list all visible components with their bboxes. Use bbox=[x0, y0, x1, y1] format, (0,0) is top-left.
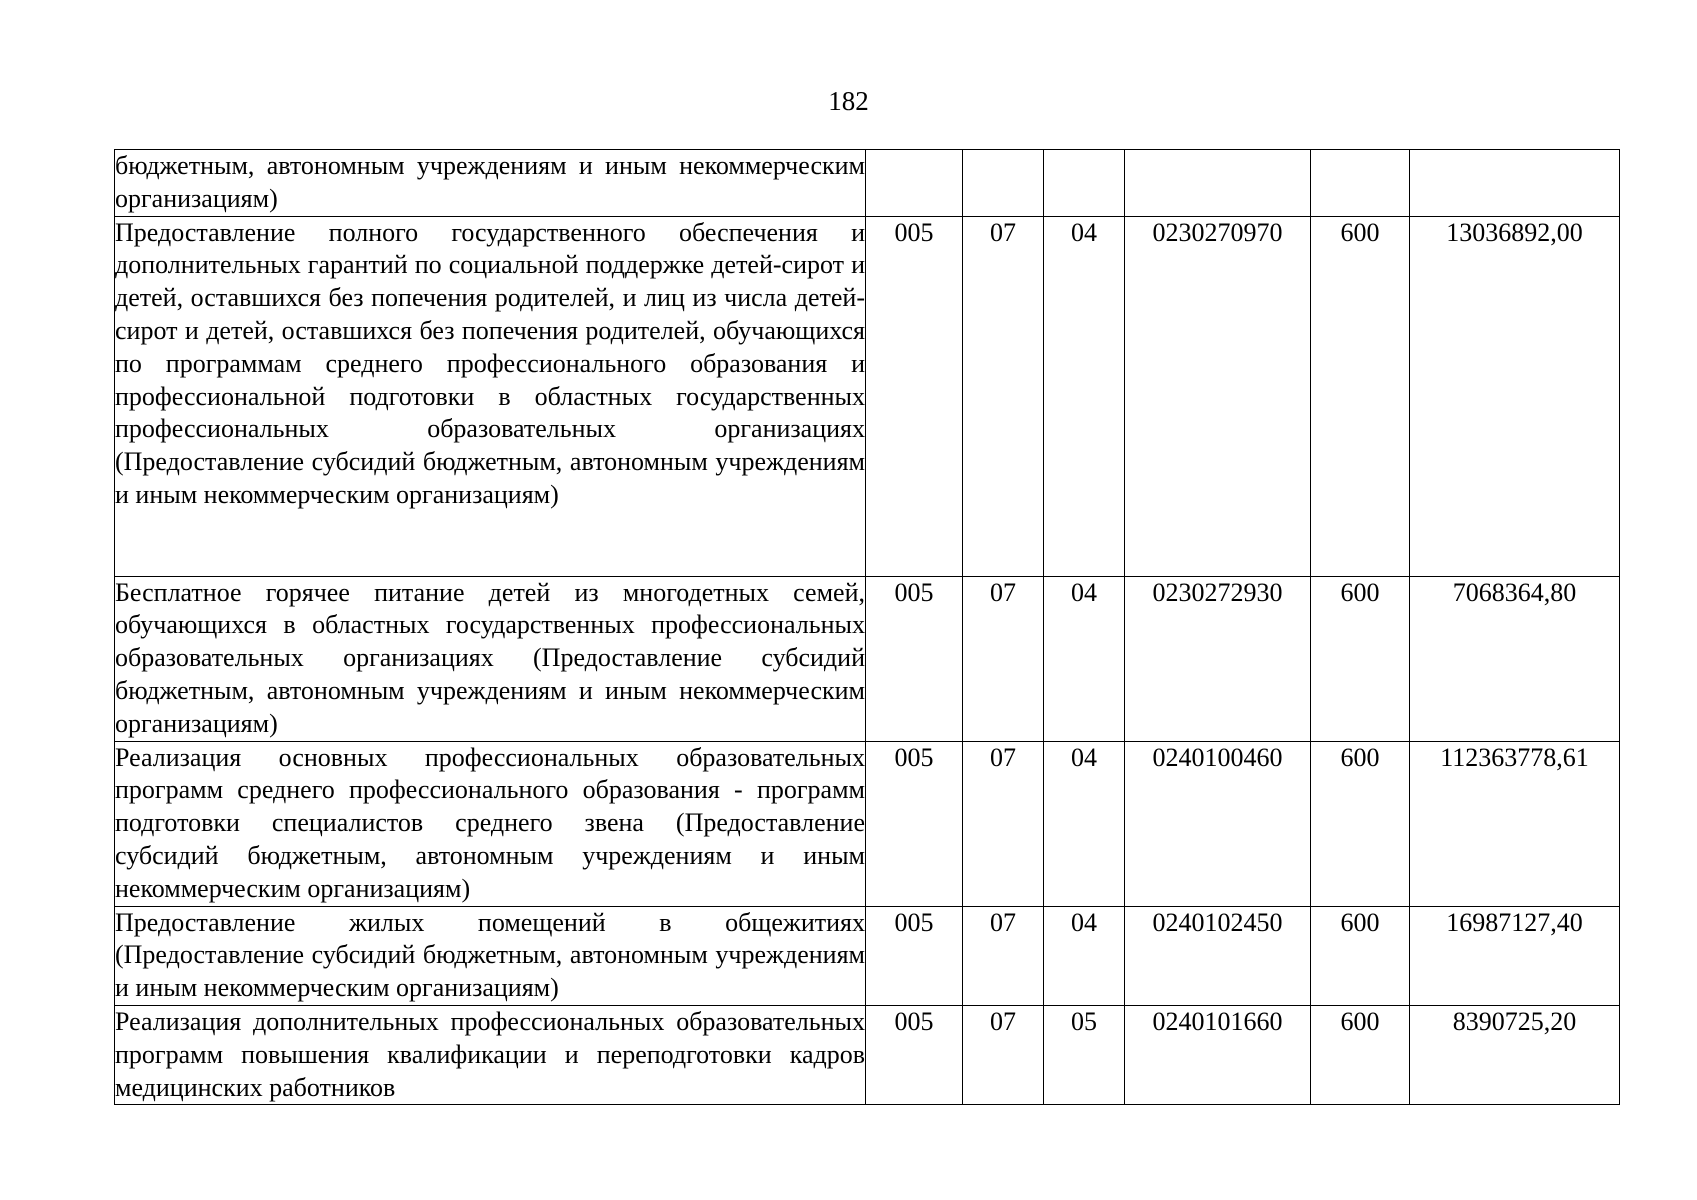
section-code: 07 bbox=[963, 216, 1044, 576]
table-row bbox=[115, 906, 1620, 1005]
table-row bbox=[115, 150, 1620, 217]
table-row bbox=[115, 1005, 1620, 1104]
page-number: 182 bbox=[828, 86, 869, 116]
expense-type-code: 600 bbox=[1311, 1005, 1410, 1104]
target-article-code bbox=[1125, 150, 1311, 217]
section-code: 07 bbox=[963, 576, 1044, 741]
ministry-code: 005 bbox=[866, 1005, 963, 1104]
ministry-code: 005 bbox=[866, 906, 963, 1005]
target-article-code: 0230270970 bbox=[1125, 216, 1311, 576]
target-article-code: 0240102450 bbox=[1125, 906, 1311, 1005]
subsection-code: 05 bbox=[1044, 1005, 1125, 1104]
row-description: Реализация дополнительных профессиональных образовательных программ повышения квалификации и переподготовки кадров медицинских работников bbox=[115, 1005, 866, 1104]
table-row bbox=[115, 216, 1620, 576]
row-description: Бесплатное горячее питание детей из многодетных семей, обучающихся в областных государственных профессиональных образовательных организациях (Предоставление субсидий бюджетным, автономным учреждениям и иным некоммерческим организациям) bbox=[115, 576, 866, 741]
budget-table bbox=[114, 149, 1620, 1105]
subsection-code bbox=[1044, 150, 1125, 217]
expense-type-code: 600 bbox=[1311, 576, 1410, 741]
subsection-code: 04 bbox=[1044, 906, 1125, 1005]
expense-type-code: 600 bbox=[1311, 906, 1410, 1005]
amount bbox=[1410, 150, 1620, 217]
subsection-code: 04 bbox=[1044, 216, 1125, 576]
row-description: бюджетным, автономным учреждениям и иным некоммерческим организациям) bbox=[115, 150, 866, 217]
section-code bbox=[963, 150, 1044, 217]
table-row bbox=[115, 741, 1620, 906]
row-description: Предоставление жилых помещений в общежитиях (Предоставление субсидий бюджетным, автономным учреждениям и иным некоммерческим организациям) bbox=[115, 906, 866, 1005]
expense-type-code bbox=[1311, 150, 1410, 217]
ministry-code: 005 bbox=[866, 741, 963, 906]
section-code: 07 bbox=[963, 741, 1044, 906]
ministry-code: 005 bbox=[866, 216, 963, 576]
amount: 13036892,00 bbox=[1410, 216, 1620, 576]
target-article-code: 0240101660 bbox=[1125, 1005, 1311, 1104]
subsection-code: 04 bbox=[1044, 741, 1125, 906]
row-description: Предоставление полного государственного обеспечения и дополнительных гарантий по социальной поддержке детей-сирот и детей, оставшихся без попечения родителей, и лиц из числа детей-сирот и детей, оставшихся без попечения родителей, обучающихся по программам среднего профессионального образования и профессиональной подготовки в областных государственных профессиональных образовательных организациях (Предоставление субсидий бюджетным, автономным учреждениям и иным некоммерческим организациям) bbox=[115, 216, 866, 576]
subsection-code: 04 bbox=[1044, 576, 1125, 741]
amount: 8390725,20 bbox=[1410, 1005, 1620, 1104]
target-article-code: 0230272930 bbox=[1125, 576, 1311, 741]
section-code: 07 bbox=[963, 1005, 1044, 1104]
amount: 112363778,61 bbox=[1410, 741, 1620, 906]
amount: 7068364,80 bbox=[1410, 576, 1620, 741]
table-row bbox=[115, 576, 1620, 741]
section-code: 07 bbox=[963, 906, 1044, 1005]
amount: 16987127,40 bbox=[1410, 906, 1620, 1005]
row-description: Реализация основных профессиональных образовательных программ среднего профессионального образования - программ подготовки специалистов среднего звена (Предоставление субсидий бюджетным, автономным учреждениям и иным некоммерческим организациям) bbox=[115, 741, 866, 906]
ministry-code: 005 bbox=[866, 576, 963, 741]
ministry-code bbox=[866, 150, 963, 217]
expense-type-code: 600 bbox=[1311, 216, 1410, 576]
expense-type-code: 600 bbox=[1311, 741, 1410, 906]
target-article-code: 0240100460 bbox=[1125, 741, 1311, 906]
